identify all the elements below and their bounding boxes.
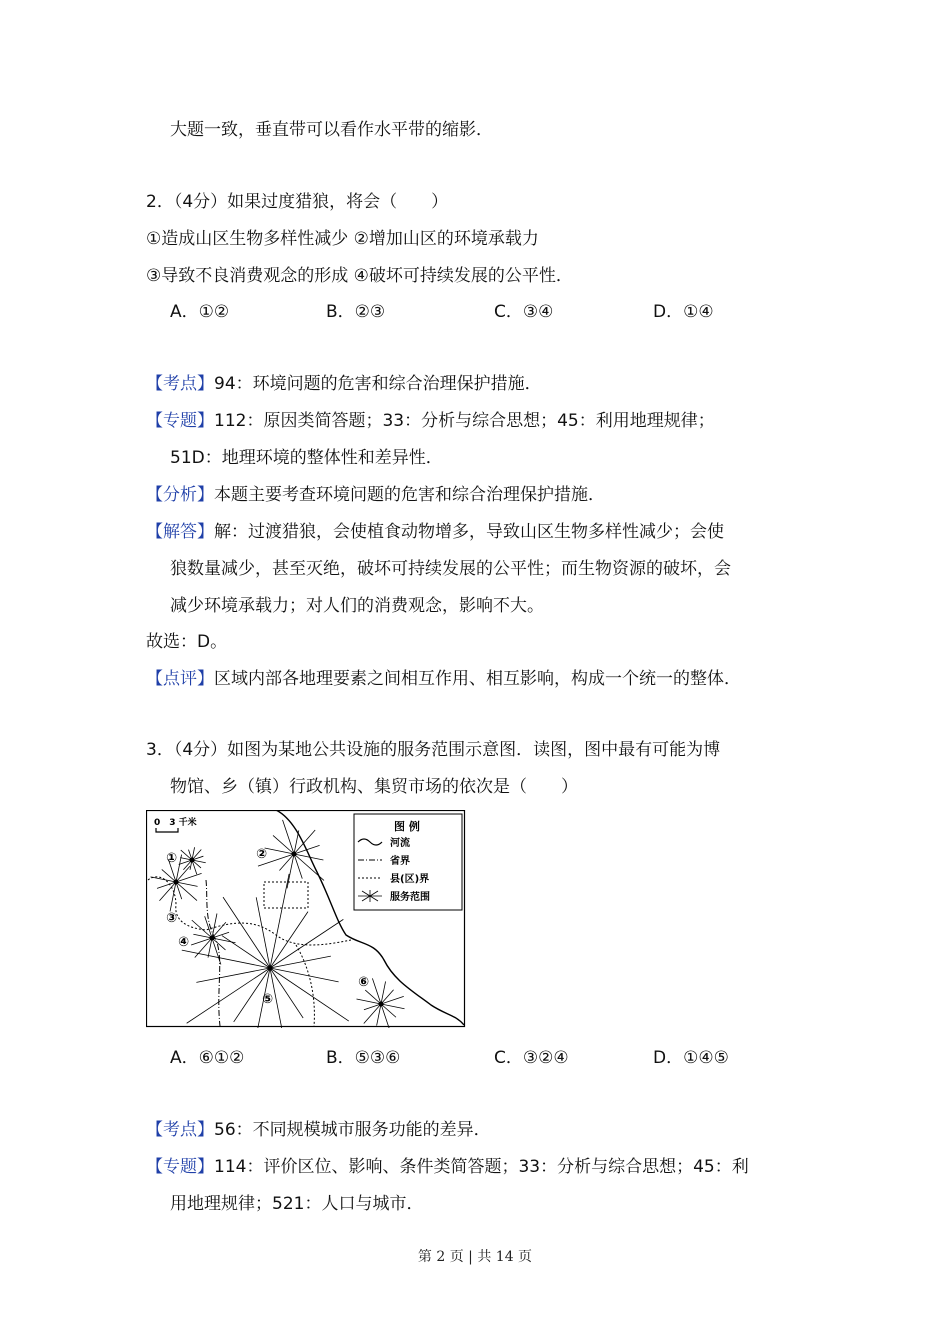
- q3-zhuanti-text-2: 用地理规律；521：人口与城市．: [170, 1194, 424, 1214]
- q2-dianping-tag: 【点评】: [146, 669, 214, 689]
- q2-kaodian: [146, 372, 542, 396]
- q2-stem: 2．（4分）如果过度猎狼，将会（ ）: [146, 192, 449, 212]
- q2-item-2: ③导致不良消费观念的形成 ④破坏可持续发展的公平性．: [146, 266, 573, 286]
- map-label-4: ④: [178, 935, 190, 950]
- q3-zhuanti-tag: 【专题】: [146, 1157, 214, 1177]
- legend-province: 省界: [390, 856, 410, 867]
- q3-zhuanti-text-1: 114：评价区位、影响、条件类简答题；33：分析与综合思想；45：利: [214, 1157, 749, 1177]
- q2-dianping: [146, 667, 741, 691]
- service-range-map: [146, 810, 466, 1028]
- q2-fenxi-tag: 【分析】: [146, 485, 214, 505]
- q2-option-d: D．①④: [653, 302, 714, 322]
- q2-zhuanti-tag: 【专题】: [146, 411, 214, 431]
- q2-option-b: B．②③: [326, 302, 386, 322]
- q2-kaodian-text: 94：环境问题的危害和综合治理保护措施．: [214, 374, 542, 394]
- q2-kaodian-tag: 【考点】: [146, 374, 214, 394]
- q2-item-1: ①造成山区生物多样性减少 ②增加山区的环境承载力: [146, 229, 539, 249]
- q2-jieda-tag: 【解答】: [146, 522, 214, 542]
- q2-fenxi-text: 本题主要考查环境问题的危害和综合治理保护措施．: [214, 485, 605, 505]
- map-label-1: ①: [166, 851, 178, 866]
- q2-option-a: A．①②: [170, 302, 230, 322]
- q2-jieda-text-1: 解：过渡猎狼，会使植食动物增多，导致山区生物多样性减少；会使: [214, 522, 724, 542]
- map-label-5: ⑤: [262, 992, 274, 1007]
- q2-zhuanti-text-1: 112：原因类简答题；33：分析与综合思想；45：利用地理规律；: [214, 411, 715, 431]
- page-footer: 第 2 页 | 共 14 页: [417, 1249, 533, 1265]
- q3-option-a: A．⑥①②: [170, 1048, 245, 1068]
- q2-fenxi: [146, 483, 605, 507]
- q3-zhuanti: [146, 1155, 749, 1179]
- intro-text: 大题一致，垂直带可以看作水平带的缩影．: [170, 120, 493, 140]
- map-label-2: ②: [256, 847, 268, 862]
- q3-stem-1: 3．（4分）如图为某地公共设施的服务范围示意图．读图，图中最有可能为博: [146, 740, 721, 760]
- q2-dianping-text: 区域内部各地理要素之间相互作用、相互影响，构成一个统一的整体．: [214, 669, 741, 689]
- q2-jieda: [146, 520, 724, 544]
- q3-option-b: B．⑤③⑥: [326, 1048, 401, 1068]
- legend-title: 图 例: [394, 820, 420, 833]
- legend-service: 服务范围: [390, 892, 430, 903]
- map-label-6: ⑥: [358, 975, 370, 990]
- q3-kaodian-tag: 【考点】: [146, 1120, 214, 1140]
- q3-option-c: C．③②④: [494, 1048, 569, 1068]
- q3-stem-2: 物馆、乡（镇）行政机构、集贸市场的依次是（ ）: [170, 777, 578, 797]
- q2-option-c: C．③④: [494, 302, 554, 322]
- q3-kaodian: [146, 1118, 491, 1142]
- q2-zhuanti-text-2: 51D：地理环境的整体性和差异性．: [170, 448, 443, 468]
- q2-zhuanti: [146, 409, 715, 433]
- q2-jieda-text-3: 减少环境承载力；对人们的消费观念，影响不大。: [170, 596, 544, 616]
- q3-option-d: D．①④⑤: [653, 1048, 729, 1068]
- q3-kaodian-text: 56：不同规模城市服务功能的差异．: [214, 1120, 491, 1140]
- legend-river: 河流: [390, 838, 410, 849]
- map-label-3: ③: [166, 911, 178, 926]
- legend-county: 县(区)界: [390, 874, 430, 885]
- map-scale-label: 0 3 千米: [154, 818, 197, 828]
- q2-jieda-text-2: 狼数量减少，甚至灭绝，破坏可持续发展的公平性；而生物资源的破坏，会: [170, 559, 731, 579]
- q2-answer: 故选：D。: [146, 632, 228, 652]
